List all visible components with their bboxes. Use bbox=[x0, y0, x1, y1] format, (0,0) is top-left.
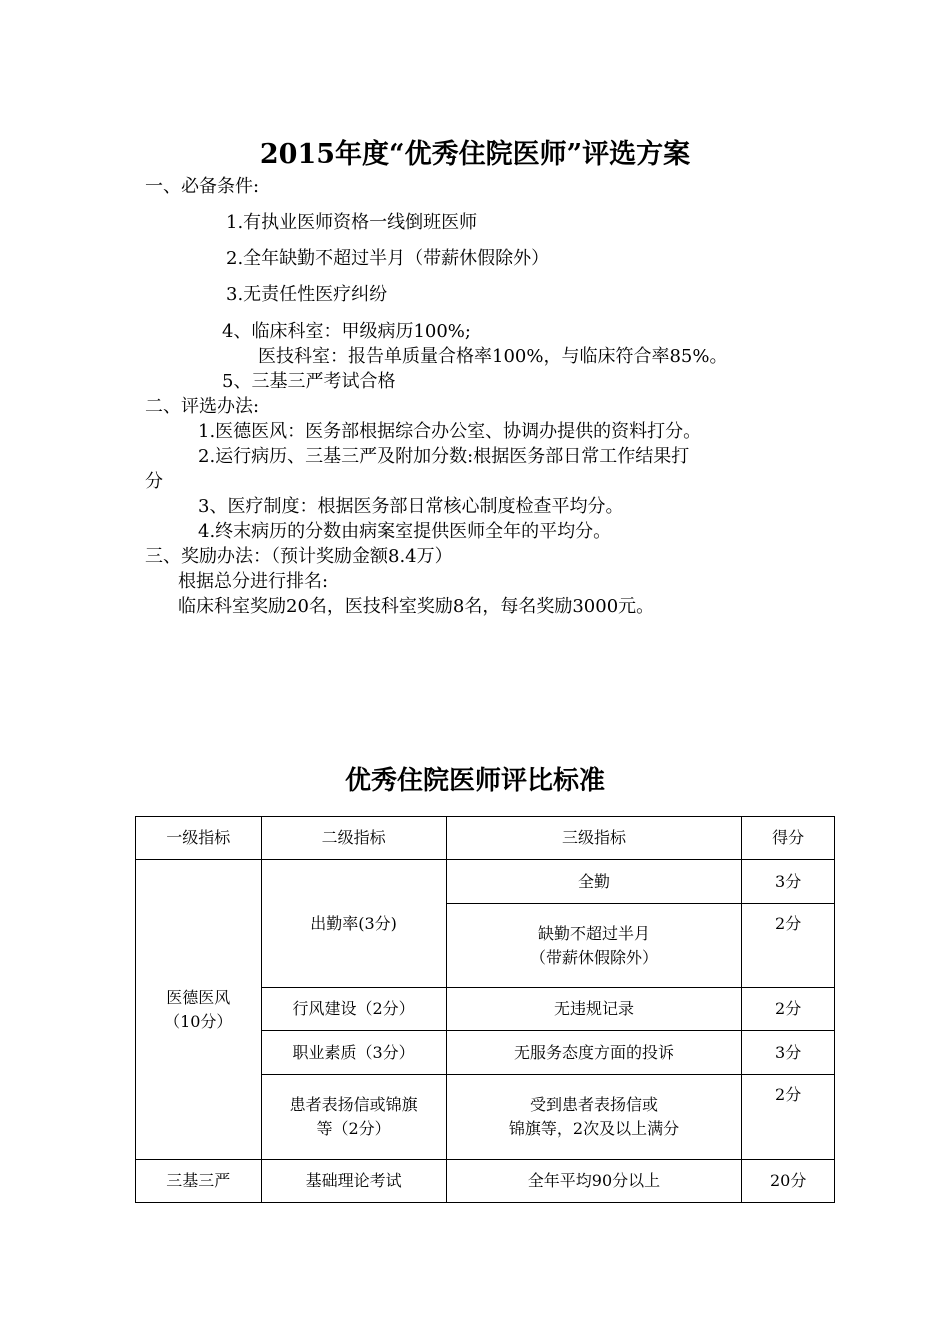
table-header-row bbox=[136, 817, 835, 860]
level2-cell: 行风建设（2分） bbox=[261, 988, 446, 1031]
score-cell: 3分 bbox=[742, 1031, 835, 1075]
level3-text: 受到患者表扬信或 bbox=[529, 1095, 658, 1114]
score-cell: 3分 bbox=[742, 860, 835, 904]
header-cell: 二级指标 bbox=[261, 817, 446, 860]
score-cell: 2分 bbox=[742, 988, 835, 1031]
level1-label: 医德医风 bbox=[166, 987, 231, 1007]
level3-cell: 全年平均90分以上 bbox=[446, 1160, 742, 1203]
reward-item: 根据总分进行排名: bbox=[178, 571, 329, 592]
level1-points: （10分） bbox=[164, 1011, 233, 1031]
level3-text: 锦旗等，2次及以上满分 bbox=[508, 1119, 680, 1138]
requirement-item: 医技科室：报告单质量合格率100%，与临床符合率85%。 bbox=[258, 346, 728, 367]
level1-cell-basics: 三基三严 bbox=[136, 1160, 262, 1203]
method-item: 4.终末病历的分数由病案室提供医师全年的平均分。 bbox=[198, 521, 612, 542]
standard-title: 优秀住院医师评比标准 bbox=[344, 766, 605, 796]
level2-cell: 基础理论考试 bbox=[261, 1160, 446, 1203]
level3-cell: 全勤 bbox=[446, 860, 742, 904]
level2-cell: 职业素质（3分） bbox=[261, 1031, 446, 1075]
criteria-table bbox=[135, 816, 835, 1203]
reward-item: 临床科室奖励20名，医技科室奖励8名，每名奖励3000元。 bbox=[178, 596, 655, 617]
table-row bbox=[136, 1160, 835, 1203]
level2-text: 等（2分） bbox=[316, 1119, 391, 1138]
header-cell: 一级指标 bbox=[136, 817, 262, 860]
level3-cell: 无违规记录 bbox=[446, 988, 742, 1031]
section-heading-method: 二、评选办法: bbox=[145, 396, 260, 417]
level2-cell bbox=[261, 1075, 446, 1160]
level3-text: （带薪休假除外） bbox=[529, 947, 658, 967]
method-item: 分 bbox=[145, 471, 163, 492]
document-title: 2015年度“优秀住院医师”评选方案 bbox=[259, 139, 691, 170]
method-item: 3、医疗制度：根据医务部日常核心制度检查平均分。 bbox=[198, 496, 624, 517]
requirement-item: 5、三基三严考试合格 bbox=[222, 371, 396, 392]
level2-cell: 出勤率(3分) bbox=[261, 860, 446, 988]
level3-cell bbox=[446, 904, 742, 988]
header-cell: 得分 bbox=[742, 817, 835, 860]
level3-cell bbox=[446, 1075, 742, 1160]
header-cell: 三级指标 bbox=[446, 817, 742, 860]
table-row bbox=[136, 860, 835, 904]
level3-text: 缺勤不超过半月 bbox=[537, 923, 650, 943]
method-item: 2.运行病历、三基三严及附加分数:根据医务部日常工作结果打 bbox=[198, 446, 690, 467]
method-item: 1.医德医风：医务部根据综合办公室、协调办提供的资料打分。 bbox=[198, 421, 702, 442]
score-cell: 2分 bbox=[742, 904, 835, 988]
score-cell: 2分 bbox=[742, 1075, 835, 1160]
section-heading-requirements: 一、必备条件: bbox=[145, 176, 260, 197]
section-heading-reward: 三、奖励办法：（预计奖励金额8.4万） bbox=[145, 546, 453, 567]
level2-text: 患者表扬信或锦旗 bbox=[289, 1095, 418, 1114]
score-cell: 20分 bbox=[742, 1160, 835, 1203]
requirement-item: 1.有执业医师资格一线倒班医师 bbox=[226, 212, 478, 233]
requirement-item: 3.无责任性医疗纠纷 bbox=[226, 284, 388, 305]
level3-cell: 无服务态度方面的投诉 bbox=[446, 1031, 742, 1075]
requirement-item: 4、临床科室：甲级病历100%; bbox=[222, 321, 471, 342]
requirement-item: 2.全年缺勤不超过半月（带薪休假除外） bbox=[226, 248, 550, 269]
level1-cell-ethics bbox=[136, 860, 262, 1160]
